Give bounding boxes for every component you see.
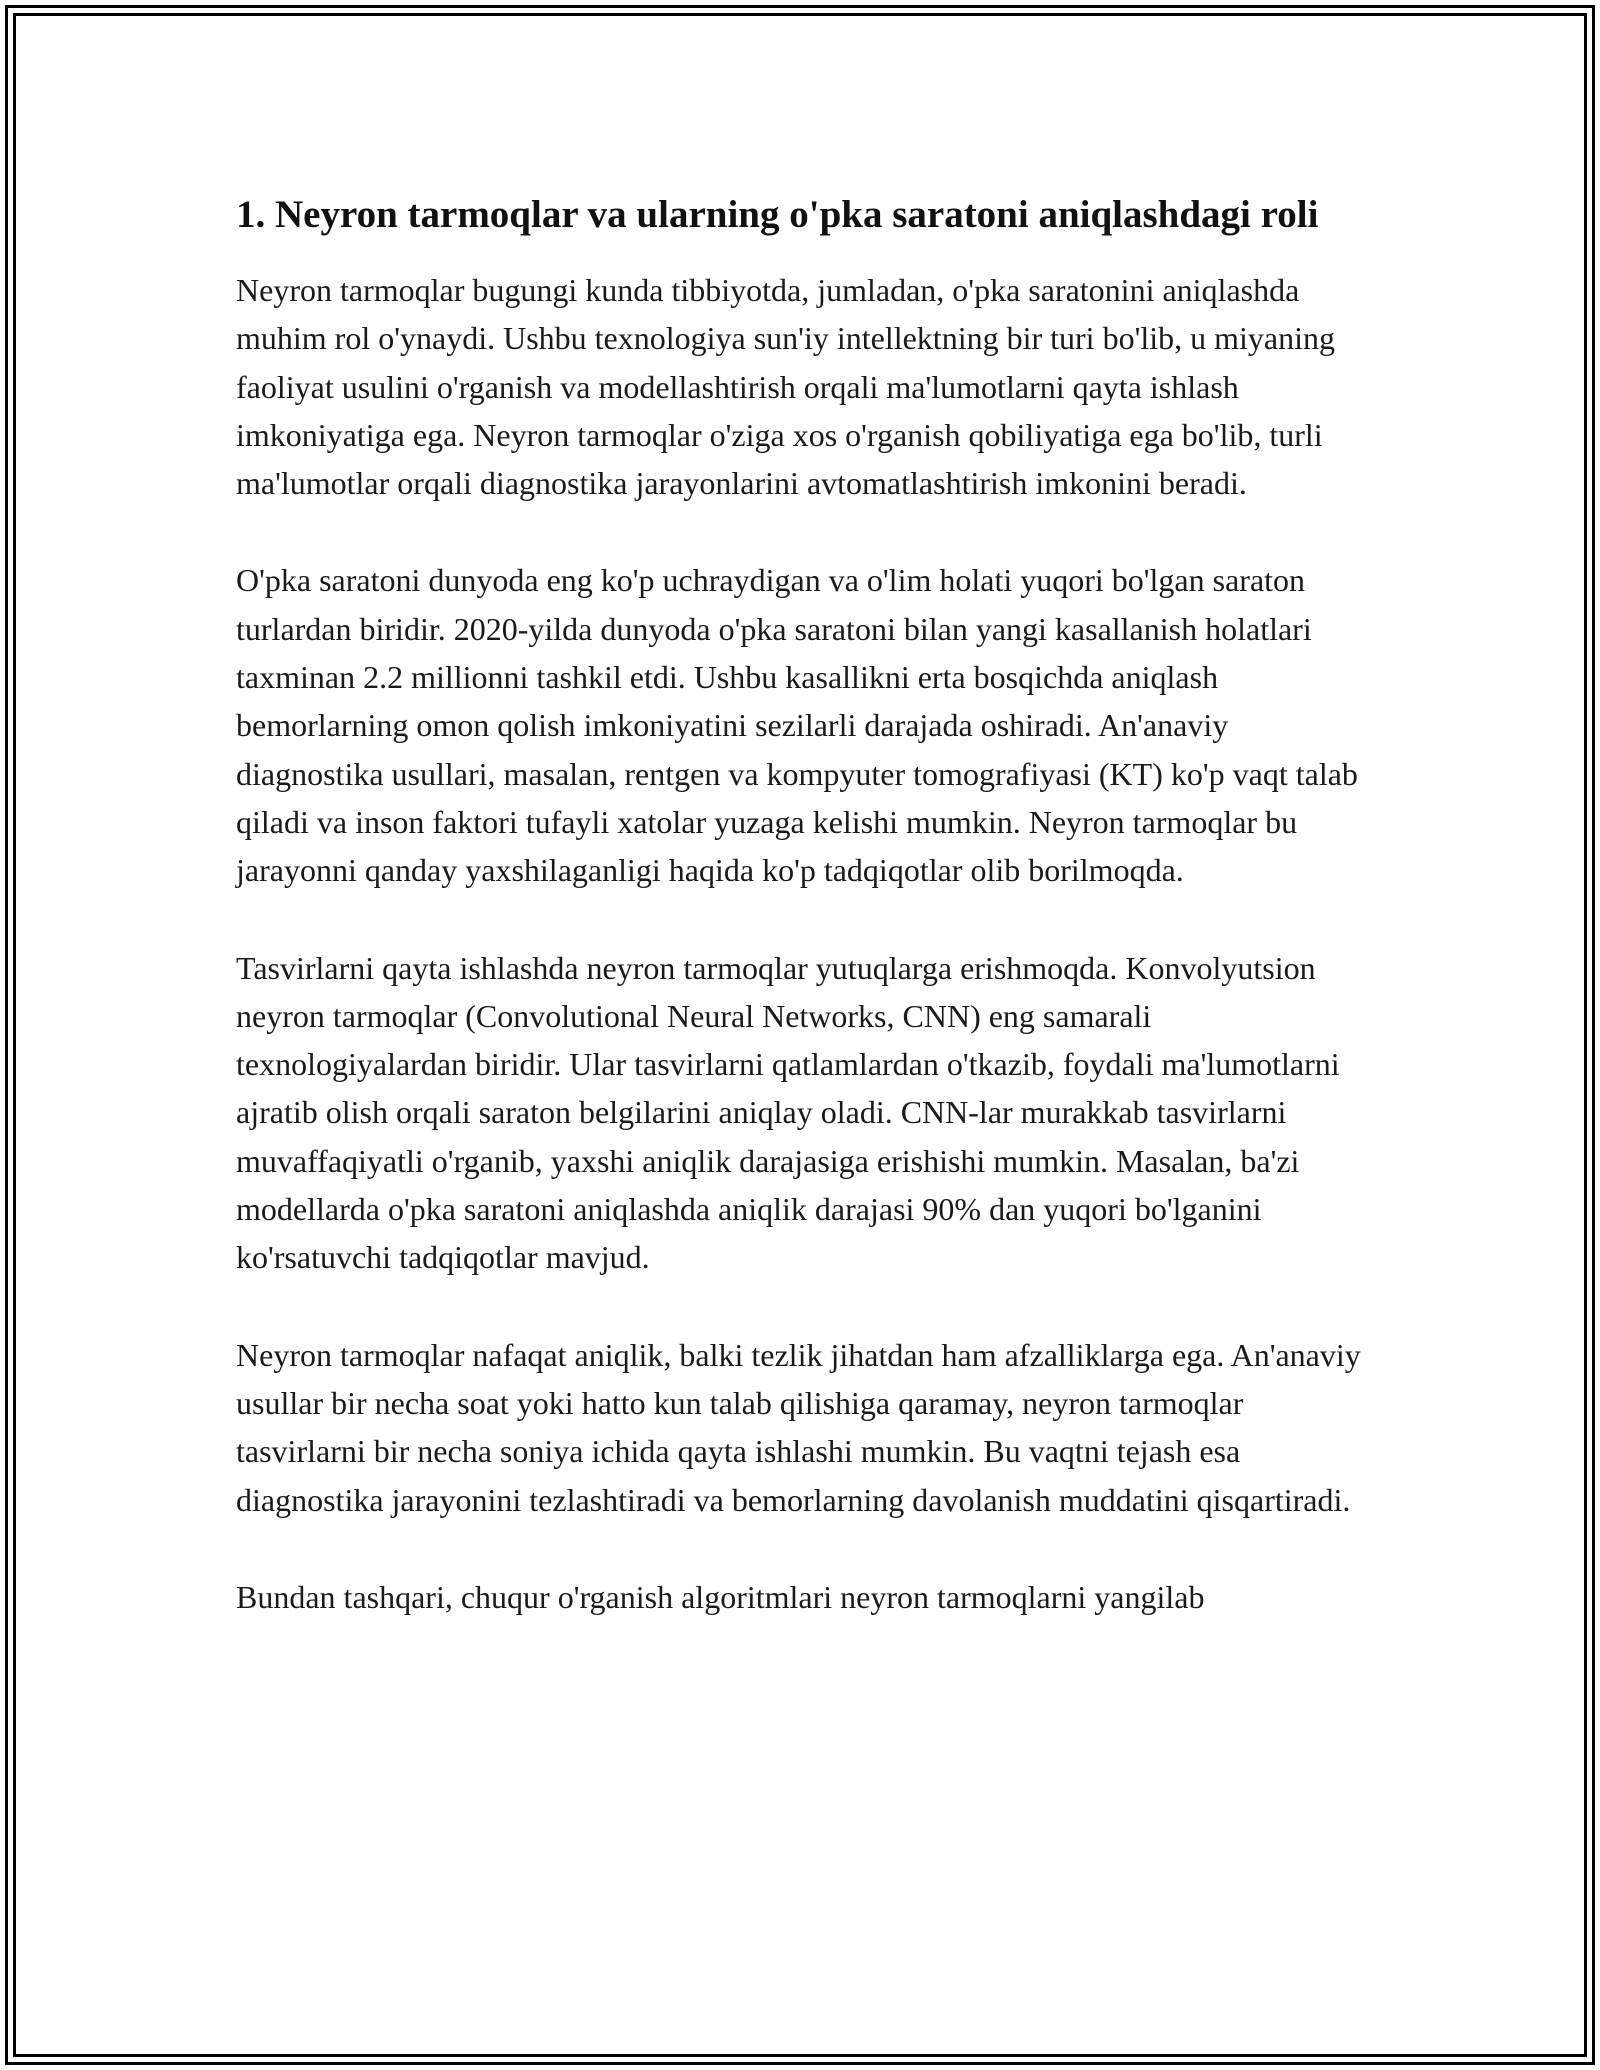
paragraph-deep-learning: Bundan tashqari, chuqur o'rganish algoritmlari neyron tarmoqlarni yangilab: [236, 1578, 1205, 1615]
section-heading: 1. Neyron tarmoqlar va ularning o'pka saratoni aniqlashdagi roli: [236, 193, 1319, 236]
paragraph-cnn: Tasvirlarni qayta ishlashda neyron tarmoqlar yutuqlarga erishmoqda. Konvolyutsion neyron tarmoqlar (Convolutional Neural Networks, CNN) eng samarali texnologiyalardan biridir. Ular tasvirlarni qatlamlardan o'tkazib, foydali ma'lumotlarni ajratib olish orqali saraton belgilarini aniqlay oladi. CNN-lar murakkab tasvirlarni muvaffaqiyatli o'rganib, yaxshi aniqlik darajasiga erishishi mumkin. Masalan, ba'zi modellarda o'pka saratoni aniqlashda aniqlik darajasi 90% dan yuqori bo'lganini ko'rsatuvchi tadqiqotlar mavjud.: [236, 949, 1340, 1276]
paragraph-speed: Neyron tarmoqlar nafaqat aniqlik, balki tezlik jihatdan ham afzalliklarga ega. An'anaviy usullar bir necha soat yoki hatto kun talab qilishiga qaramay, neyron tarmoqlar tasvirlarni bir necha soniya ichida qayta ishlashi mumkin. Bu vaqtni tejash esa diagnostika jarayonini tezlashtiradi va bemorlarning davolanish muddatini qisqartiradi.: [236, 1336, 1361, 1518]
paragraph-intro: Neyron tarmoqlar bugungi kunda tibbiyotda, jumladan, o'pka saratonini aniqlashda muhim rol o'ynaydi. Ushbu texnologiya sun'iy intellektning bir turi bo'lib, u miyaning faoliyat usulini o'rganish va modellashtirish orqali ma'lumotlarni qayta ishlash imkoniyatiga ega. Neyron tarmoqlar o'ziga xos o'rganish qobiliyatiga ega bo'lib, turli ma'lumotlar orqali diagnostika jarayonlarini avtomatlashtirish imkonini beradi.: [236, 272, 1335, 502]
paragraph-lung-cancer: O'pka saratoni dunyoda eng ko'p uchraydigan va o'lim holati yuqori bo'lgan saraton turlardan biridir. 2020-yilda dunyoda o'pka saratoni bilan yangi kasallanish holatlari taxminan 2.2 millionni tashkil etdi. Ushbu kasallikni erta bosqichda aniqlash bemorlarning omon qolish imkoniyatini sezilarli darajada oshiradi. An'anaviy diagnostika usullari, masalan, rentgen va kompyuter tomografiyasi (KT) ko'p vaqt talab qiladi va inson faktori tufayli xatolar yuzaga kelishi mumkin. Neyron tarmoqlar bu jarayonni qanday yaxshilaganligi haqida ko'p tadqiqotlar olib borilmoqda.: [236, 562, 1358, 889]
document-page: [236, 188, 1371, 1670]
